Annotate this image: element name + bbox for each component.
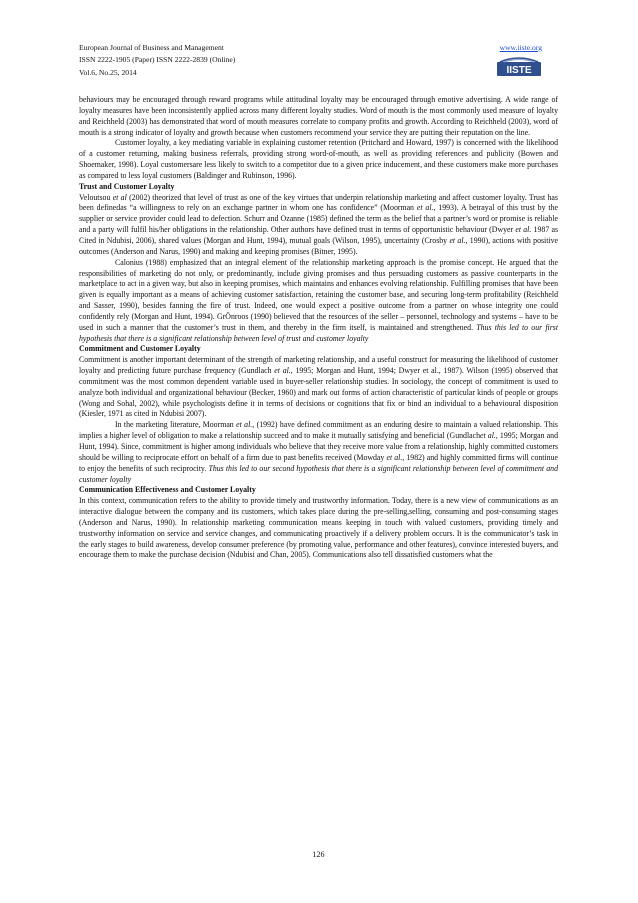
paragraph-promise-concept: Calonius (1988) emphasized that an integral element of the relationship marketing approach is the promise concept. He argued that the responsibilities of marketing do not only, or predominantly, include giving promises and thus persuading customers as passive counterparts in the marketplace to act in a given way, but also in keeping promises, which maintains and enhances evolving relationship. Fulfilling promises that have been given is equally important as a means of achieving customer satisfaction, retaining the customer base, and securing long-term profitability (Reichheld and Sasser, 1990), besides fanning the fire of trust. Indeed, one would expect a positive outcome from a partner on whose integrity one could confidently rely (Morgan and Hunt, 1994). GrÖnroos (1990) believed that the resources of the seller – personnel, technology and systems – have to be used in such a manner that the customer’s trust in them, and thereby in the firm itself, is maintained and strengthened. Thus this led to our first hypothesis that there is a significant relationship between level of trust and customer loyalty bbox=[79, 257, 559, 343]
section-heading-communication: Communication Effectiveness and Customer Loyalty bbox=[79, 485, 256, 495]
logo-text: IISTE bbox=[506, 65, 532, 76]
article-body bbox=[79, 95, 558, 561]
paragraph-loyalty-measures: behaviours may be encouraged through reward programs while attitudinal loyalty may be encouraged through emotive advertising. A wide range of loyalty measures have been inconsistently applied across many different loyalty studies. Word of mouth is the most commonly used measure of loyalty and Reichheld (2003) has demonstrated that word of mouth measures correlate to company profits and growth. According to Reichheld (2003), word of mouth is a strong indicator of loyalty and growth because when customers recommend your service they are putting their reputation on the line. bbox=[79, 95, 558, 137]
paragraph-customer-loyalty: Customer loyalty, a key mediating variable in explaining customer retention (Pritchard and Howard, 1997) is concerned with the likelihood of a customer returning, making business referrals, providing strong word-of-mouth, as well as providing references and publicity (Bowen and Shoemaker, 1998). Loyal customersare less likely to switch to a competitor due to a given price inducement, and these customers make more purchases as compared to less loyal customers (Baldinger and Rubinson, 1996). bbox=[79, 138, 558, 180]
journal-website-link[interactable]: www.iiste.org bbox=[499, 43, 542, 52]
issn-line: ISSN 2222-1905 (Paper) ISSN 2222-2839 (Online) bbox=[79, 55, 236, 65]
journal-name: European Journal of Business and Management bbox=[79, 43, 224, 52]
paragraph-commitment-marketing: In the marketing literature, Moorman et al., (1992) have defined commitment as an enduring desire to maintain a valued relationship. This implies a higher level of obligation to make a relationship succeed and to make it mutually satisfying and beneficial (Gundlachet al., 1995; Morgan and Hunt, 1994). Since, commitment is higher among individuals who believe that they receive more value from a relationship, highly committed customers should be willing to reciprocate effort on behalf of a firm due to past benefits received (Mowday et al., 1982) and highly committed firms will continue to enjoy the benefits of such reciprocity. Thus this led to our second hypothesis that there is a significant relationship between level of commitment and customer loyalty bbox=[79, 420, 559, 484]
paragraph-trust-definition: Veloutsou et al (2002) theorized that level of trust as one of the key virtues that underpin relationship marketing and affect customer loyalty. Trust has been definedas “a willingness to rely on an exchange partner in whom one has confidence” (Moorman et al., 1993). A betrayal of this trust by the supplier or service provider could lead to defection. Schurr and Ozanne (1985) defined the term as the belief that a partner’s word or promise is reliable and a party will fulfil his/her obligations in the relationship. Other authors have defined trust in terms of opportunistic behaviour (Dwyer et al. 1987 as Cited in Ndubisi, 2006), shared values (Morgan and Hunt, 1994), mutual goals (Wilson, 1995), uncertainty (Crosby et al., 1990), actions with positive outcomes (Anderson and Narus, 1990) and making and keeping promises (Bitner, 1995). bbox=[79, 192, 558, 256]
hypothesis-two: Thus this led to our second hypothesis that there is a significant relationship between level of commitment and customer loyalty bbox=[79, 463, 558, 484]
section-heading-trust: Trust and Customer Loyalty bbox=[79, 181, 175, 191]
hypothesis-one: Thus this led to our first hypothesis that there is a significant relationship between level of trust and customer loyalty bbox=[79, 322, 559, 343]
paper-page bbox=[79, 0, 558, 903]
journal-header bbox=[79, 42, 558, 92]
paragraph-commitment-definition: Commitment is another important determinant of the strength of marketing relationship, and a useful construct for measuring the likelihood of customer loyalty and predicting future purchase frequency (Gundlach et al., 1995; Morgan and Hunt, 1994; Dwyer et al., 1987). Wilson (1995) observed that commitment was the most common dependent variable used in buyer-seller relationship studies. In sociology, the concept of commitment is used to analyze both individual and organizational behaviour (Becker, 1960) and mark out forms of action characteristic of particular kinds of people or groups (Wong and Sohal, 2002), while psychologists define it in terms of decisions or cognitions that fix or bind an individual to a behavioural disposition (Kiesler, 1971 as cited in Ndubisi 2007). bbox=[79, 355, 559, 419]
iiste-logo bbox=[496, 56, 542, 78]
paragraph-communication: In this context, communication refers to the ability to provide timely and trustworthy information. Today, there is a new view of communications as an interactive dialogue between the company and its customers, which takes place during the pre-selling,selling, consuming and post-consuming stages (Anderson and Narus, 1990). In relationship marketing communication means keeping in touch with valued customers, providing timely and trustworthy information on service and service changes, and communicating proactively if a delivery problem occurs. It is the communicator’s task in the early stages to build awareness, develop consumer preference (by promoting value, performance and other features), convince interested buyers, and encourage them to make the purchase decision (Ndubisi and Chan, 2005). Communications also tell dissatisfied customers what the bbox=[79, 496, 558, 560]
page-number: 126 bbox=[312, 850, 325, 859]
section-heading-commitment: Commitment and Customer Loyalty bbox=[79, 344, 201, 354]
volume-line: Vol.6, No.25, 2014 bbox=[79, 67, 137, 77]
